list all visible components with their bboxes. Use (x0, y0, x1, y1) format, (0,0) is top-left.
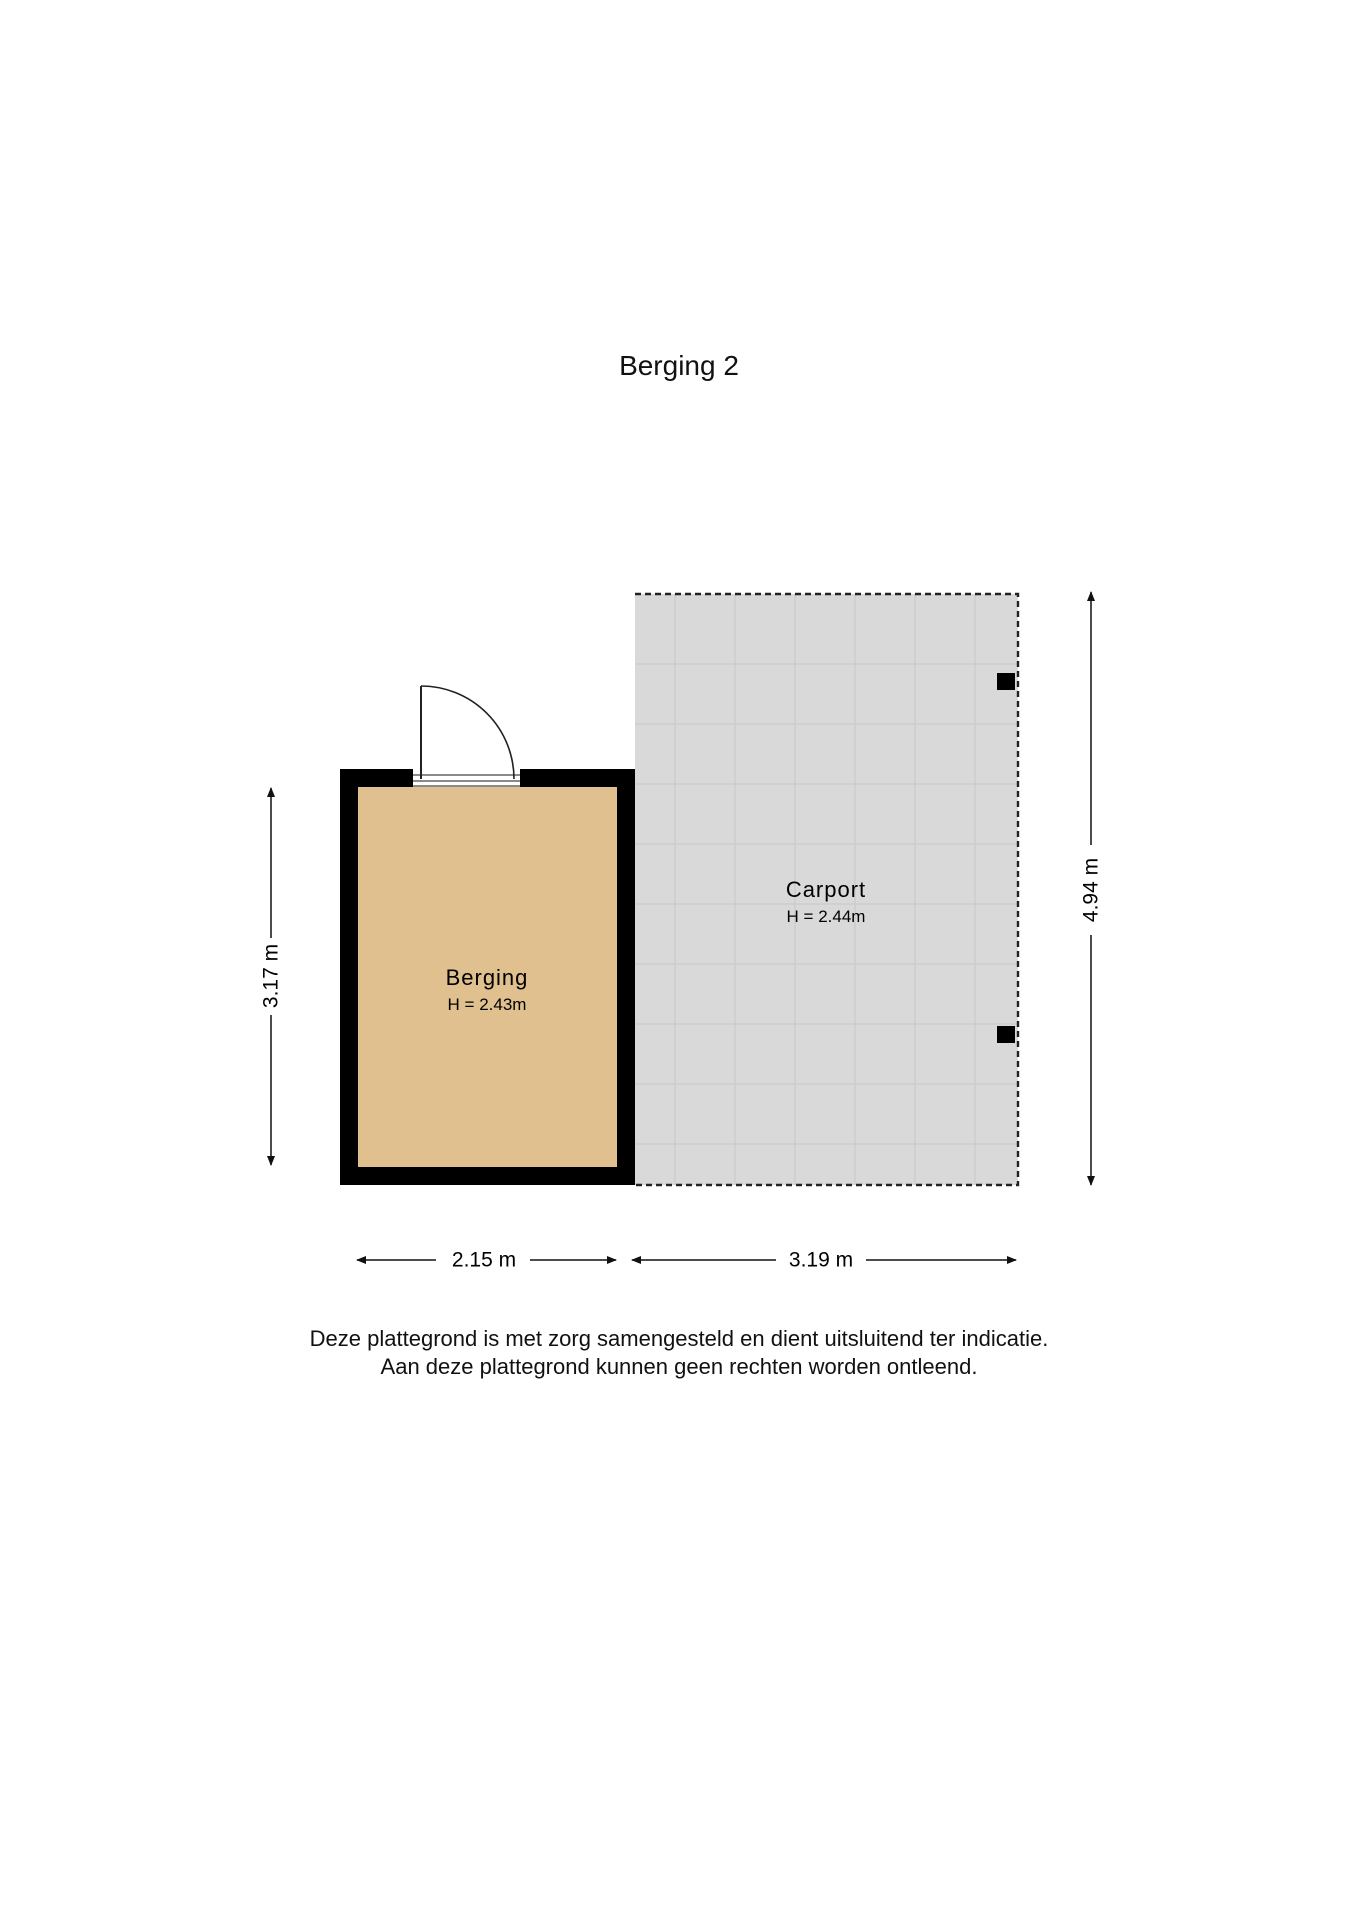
dimension-carport-width (632, 1249, 1016, 1272)
door-swing-arc (421, 686, 514, 779)
room-label-carport: Carport (785, 877, 867, 902)
plan-title: Berging 2 (619, 350, 739, 381)
dimension-label: 3.17 m (259, 943, 283, 1009)
carport-post-upper (997, 673, 1015, 690)
dimension-label: 4.94 m (1079, 857, 1103, 923)
carport-post-lower (997, 1026, 1015, 1043)
dimension-label: 3.19 m (788, 1248, 854, 1272)
dimension-berging-height (260, 788, 283, 1165)
room-label-berging: Berging (445, 965, 529, 990)
room-height-carport: H = 2.44m (786, 907, 866, 926)
room-height-berging: H = 2.43m (447, 995, 527, 1014)
door-opening (413, 769, 520, 787)
disclaimer-line-1: Deze plattegrond is met zorg samengesteld en dient uitsluitend ter indicatie. (309, 1326, 1049, 1351)
disclaimer (0, 1325, 1358, 1381)
dimension-carport-height (1080, 592, 1103, 1185)
dimension-label: 2.15 m (451, 1248, 517, 1272)
dimension-berging-width (357, 1249, 616, 1272)
disclaimer-line-2: Aan deze plattegrond kunnen geen rechten worden ontleend. (380, 1354, 978, 1379)
berging-room (340, 686, 635, 1185)
